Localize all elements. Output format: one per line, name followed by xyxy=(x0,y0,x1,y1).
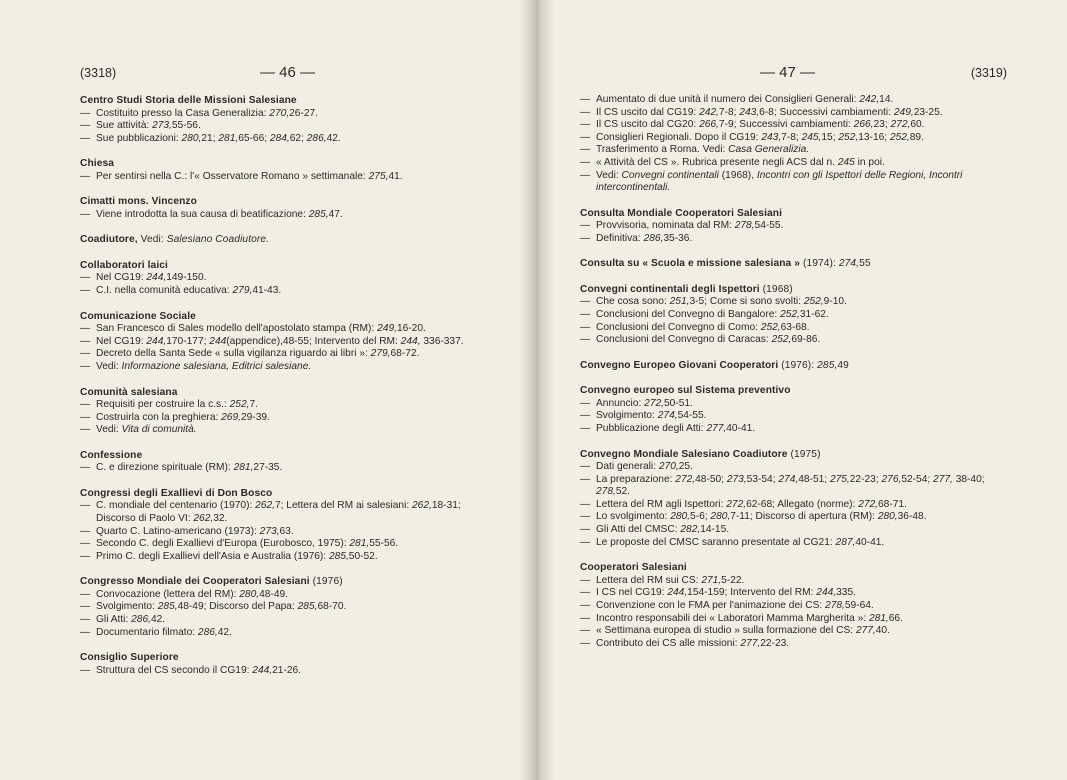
entry-line: — Pubblicazione degli Atti: 277,40-41. xyxy=(580,423,756,434)
left-page-code: (3318) xyxy=(80,66,117,80)
entry-line: — Vedi: Informazione salesiana, Editrici salesiane. xyxy=(80,360,312,372)
entry-line: — Primo C. degli Exallievi dell'Asia e Australia (1976): 285,50-52. xyxy=(80,550,378,562)
entry-heading: Coadiutore, Vedi: Salesiano Coadiutore. xyxy=(80,234,270,246)
entry-line: — Documentario filmato: 286,42. xyxy=(80,626,232,638)
entry-line: — Conclusioni del Convegno di Bangalore: 252,31-62. xyxy=(580,309,829,321)
entry-line: — Decreto della Santa Sede « sulla vigilanza riguardo ai libri »: 279,68-72. xyxy=(80,348,420,360)
entry-line: — C. e direzione spirituale (RM): 281,27-35. xyxy=(80,462,283,474)
entry-heading: Confessione xyxy=(80,449,143,461)
entry-line: — Nel CG19: 244,170-177; 244(appendice),48-55; Intervento del RM: 244, 336-337. xyxy=(80,335,464,347)
entry-line: — Quarto C. Latino-americano (1973): 273,63. xyxy=(80,525,294,537)
entry-heading: Convegni continentali degli Ispettori (1968) xyxy=(580,283,793,295)
index-entry xyxy=(80,487,503,563)
entry-line: — Conclusioni del Convegno di Como: 252,63-68. xyxy=(580,321,810,333)
entry-line: — C.I. nella comunità educativa: 279,41-43. xyxy=(80,285,282,297)
index-entry xyxy=(80,157,503,183)
entry-line: — San Francesco di Sales modello dell'apostolato stampa (RM): 249,16-20. xyxy=(80,323,426,335)
entry-line: — Annuncio: 272,50-51. xyxy=(580,397,693,409)
entry-line: — Dati generali: 270,25. xyxy=(580,461,693,473)
entry-line: — Incontro responsabili dei « Laboratori Mamma Margherita »: 281,66. xyxy=(580,612,903,624)
entry-line: — Conclusioni del Convegno di Caracas: 252,69-86. xyxy=(580,334,821,346)
entry-line: — Viene introdotta la sua causa di beatificazione: 285,47. xyxy=(80,208,343,220)
entry-line: — Struttura del CS secondo il CG19: 244,21-26. xyxy=(80,664,302,676)
index-entry xyxy=(580,207,1007,246)
right-page xyxy=(533,0,1067,780)
entry-line: — Contributo dei CS alle missioni: 277,22-23. xyxy=(580,637,790,649)
entry-line: — Requisiti per costruire la c.s.: 252,7. xyxy=(80,399,258,411)
entry-line: — Sue pubblicazioni: 280,21; 281,65-66; 284,62; 286,42. xyxy=(80,132,341,144)
entry-line: — Gli Atti del CMSC: 282,14-15. xyxy=(580,524,730,536)
entry-line: — Lettera del RM agli Ispettori: 272,62-68; Allegato (norme): 272,68-71. xyxy=(580,498,907,510)
entry-line: — Lettera del RM sui CS: 271,5-22. xyxy=(580,574,745,586)
index-entry xyxy=(580,257,1007,271)
entry-heading: Congressi degli Exallievi di Don Bosco xyxy=(80,487,273,499)
entry-line: — « Settimana europea di studio » sulla formazione del CS: 277,40. xyxy=(580,625,890,637)
entry-line: — Sue attività: 273,55-56. xyxy=(80,120,201,132)
entry-heading: Collaboratori laici xyxy=(80,259,168,271)
index-entry xyxy=(80,575,503,639)
entry-line: — C. mondiale del centenario (1970): 262,7; Lettera del RM ai salesiani: 262,18-31; Discorso di Paolo VI: 262,32. xyxy=(80,500,461,524)
right-page-code: (3319) xyxy=(970,66,1007,80)
entry-line: — Il CS uscito dal CG19: 242,7-8; 243,6-8; Successivi cambiamenti: 249,23-25. xyxy=(580,106,943,118)
entry-line: — Provvisoria, nominata dal RM: 278,54-55. xyxy=(580,220,784,232)
entry-line: — Per sentirsi nella C.: l'« Osservatore Romano » settimanale: 275,41. xyxy=(80,170,403,182)
index-entry xyxy=(80,94,503,145)
index-entry xyxy=(580,94,1007,195)
entry-heading: Centro Studi Storia delle Missioni Salesiane xyxy=(80,95,297,106)
entry-heading: Comunicazione Sociale xyxy=(80,310,196,322)
entry-line: — Il CS uscito dal CG20: 266,7-9; Successivi cambiamenti: 266,23; 272,60. xyxy=(580,119,925,131)
entry-line: — Svolgimento: 274,54-55. xyxy=(580,410,707,422)
entry-heading: Convegno Europeo Giovani Cooperatori (1976): 285,49 xyxy=(580,359,849,371)
right-index-entries xyxy=(580,94,1007,650)
entry-line: — « Attività del CS ». Rubrica presente negli ACS dal n. 245 in poi. xyxy=(580,156,885,168)
entry-line: — Nel CG19: 244,149-150. xyxy=(80,272,207,284)
left-page xyxy=(0,0,533,780)
entry-line: — Gli Atti: 286,42. xyxy=(80,614,166,626)
entry-line: — La preparazione: 272,48-50; 273,53-54; 274,48-51; 275,22-23; 276,52-54; 277, 38-40; 278,52. xyxy=(580,473,985,498)
index-entry xyxy=(580,359,1007,373)
entry-line: — I CS nel CG19: 244,154-159; Intervento del RM: 244,335. xyxy=(580,587,856,599)
entry-heading: Cimatti mons. Vincenzo xyxy=(80,196,197,208)
left-page-header xyxy=(80,66,503,94)
entry-heading: Chiesa xyxy=(80,158,115,170)
index-entry xyxy=(580,283,1007,347)
entry-heading: Convegno Mondiale Salesiano Coadiutore (1975) xyxy=(580,448,821,460)
book-gutter xyxy=(520,0,554,780)
entry-heading: Consulta Mondiale Cooperatori Salesiani xyxy=(580,207,783,219)
right-page-header xyxy=(580,66,1007,94)
right-page-number: — 47 — xyxy=(760,64,816,81)
index-entry xyxy=(80,310,503,374)
entry-heading: Comunità salesiana xyxy=(80,386,178,398)
entry-line: — Convenzione con le FMA per l'animazione dei CS: 278,59-64. xyxy=(580,599,874,611)
index-entry xyxy=(80,233,503,247)
entry-line: — Le proposte del CMSC saranno presentate al CG21: 287,40-41. xyxy=(580,536,885,548)
entry-line: — Aumentato di due unità il numero dei Consiglieri Generali: 242,14. xyxy=(580,94,894,105)
index-entry xyxy=(580,448,1007,550)
entry-line: — Lo svolgimento: 280,5-6; 280,7-11; Discorso di apertura (RM): 280,36-48. xyxy=(580,511,927,523)
entry-heading: Consulta su « Scuola e missione salesiana » (1974): 274,55 xyxy=(580,258,871,270)
entry-line: — Definitiva: 286,35-36. xyxy=(580,232,693,244)
index-entry xyxy=(80,651,503,677)
entry-heading: Congresso Mondiale dei Cooperatori Salesiani (1976) xyxy=(80,576,343,588)
entry-heading: Cooperatori Salesiani xyxy=(580,562,687,574)
left-page-number: — 46 — xyxy=(260,64,316,81)
entry-line: — Che cosa sono: 251,3-5; Come si sono svolti: 252,9-10. xyxy=(580,296,847,308)
entry-line: — Convocazione (lettera del RM): 280,48-49. xyxy=(80,588,288,600)
entry-line: — Vedi: Vita di comunità. xyxy=(80,424,197,436)
index-entry xyxy=(80,449,503,475)
index-entry xyxy=(80,386,503,437)
left-index-entries xyxy=(80,94,503,677)
entry-line: — Trasferimento a Roma. Vedi: Casa Generalizia. xyxy=(580,144,810,156)
index-entry xyxy=(80,259,503,298)
entry-heading: Convegno europeo sul Sistema preventivo xyxy=(580,385,791,397)
entry-line: — Consiglieri Regionali. Dopo il CG19: 243,7-8; 245,15; 252,13-16; 252,89. xyxy=(580,131,924,143)
entry-line: — Costruirla con la preghiera: 269,29-39. xyxy=(80,411,270,423)
entry-heading: Consiglio Superiore xyxy=(80,652,179,664)
entry-line: — Svolgimento: 285,48-49; Discorso del Papa: 285,68-70. xyxy=(80,601,347,613)
index-entry xyxy=(580,561,1007,650)
index-entry xyxy=(80,195,503,221)
entry-line: — Costituito presso la Casa Generalizia: 270,26-27. xyxy=(80,107,318,119)
index-entry xyxy=(580,384,1007,435)
entry-line: — Secondo C. degli Exallievi d'Europa (Eurobosco, 1975): 281,55-56. xyxy=(80,538,399,550)
entry-line: — Vedi: Convegni continentali (1968), Incontri con gli Ispettori delle Regioni, Incontri intercontinentali. xyxy=(580,169,963,194)
